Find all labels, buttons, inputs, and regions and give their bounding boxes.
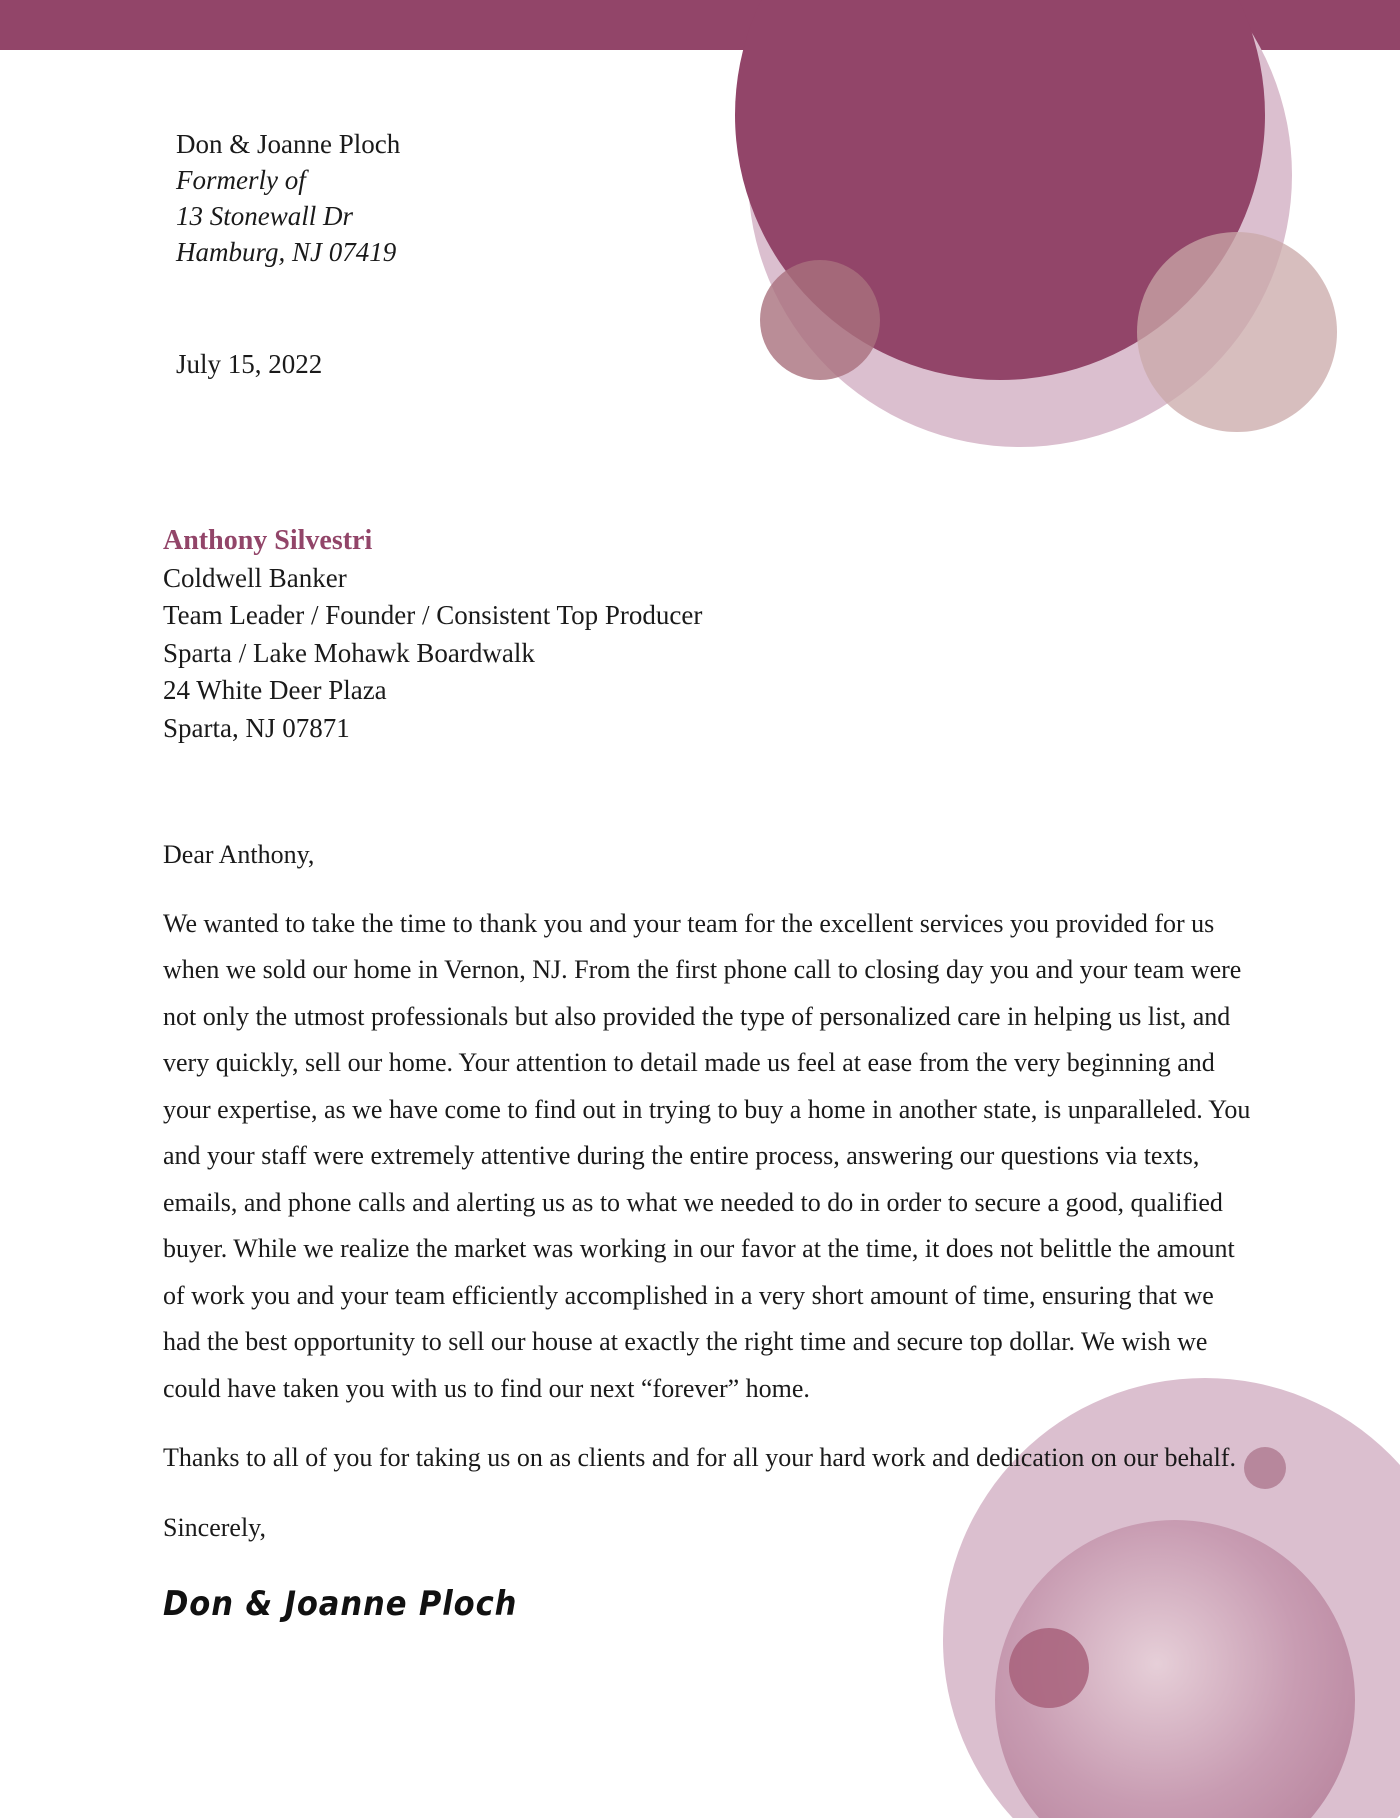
- recipient-city: Sparta, NJ 07871: [163, 712, 350, 743]
- sender-street: 13 Stonewall Dr: [176, 201, 354, 231]
- signature: Don & Joanne Ploch: [163, 1584, 518, 1624]
- letter-closing: Sincerely,: [163, 1512, 266, 1542]
- recipient-company: Coldwell Banker: [163, 562, 347, 593]
- letter-paragraph-2: Thanks to all of you for taking us on as clients and for all your hard work and dedication on our behalf.: [163, 1443, 1236, 1472]
- recipient-street: 24 White Deer Plaza: [163, 675, 387, 705]
- recipient-name: Anthony Silvestri: [163, 525, 373, 556]
- decor-circle-taupe-small: [760, 260, 880, 380]
- letter-date: July 15, 2022: [176, 349, 323, 379]
- recipient-title: Team Leader / Founder / Consistent Top Producer: [163, 600, 703, 630]
- sender-address: [176, 126, 400, 270]
- recipient-address: [163, 522, 702, 747]
- decor-circle-taupe-right: [1137, 232, 1337, 432]
- letter-paragraph-1: We wanted to take the time to thank you and your team for the excellent services you provided for us when we sold our home in Vernon, NJ. From the first phone call to closing day you and your team were not only the utmost professionals but also provided the type of personalized care in helping us list, and very quickly, sell our home. Your attention to detail made us feel at ease from the very beginning and your expertise, as we have come to find out in trying to buy a home in another state, is unparalleled. You and your staff were extremely attentive during the entire process, answering our questions via texts, emails, and phone calls and alerting us as to what we needed to do in order to secure a good, qualified buyer. While we realize the market was working in our favor at the time, it does not belittle the amount of work you and your team efficiently accomplished in a very short amount of time, ensuring that we had the best opportunity to sell our house at exactly the right time and secure top dollar. We wish we could have taken you with us to find our next “forever” home.: [163, 908, 1251, 1403]
- letter-body: [163, 832, 1253, 1631]
- sender-name: Don & Joanne Ploch: [176, 129, 401, 159]
- decor-circle-mauve-small: [1009, 1628, 1089, 1708]
- sender-formerly: Formerly of: [176, 165, 306, 195]
- sender-city: Hamburg, NJ 07419: [176, 237, 397, 267]
- letter-greeting: Dear Anthony,: [163, 840, 315, 869]
- recipient-office: Sparta / Lake Mohawk Boardwalk: [163, 637, 535, 668]
